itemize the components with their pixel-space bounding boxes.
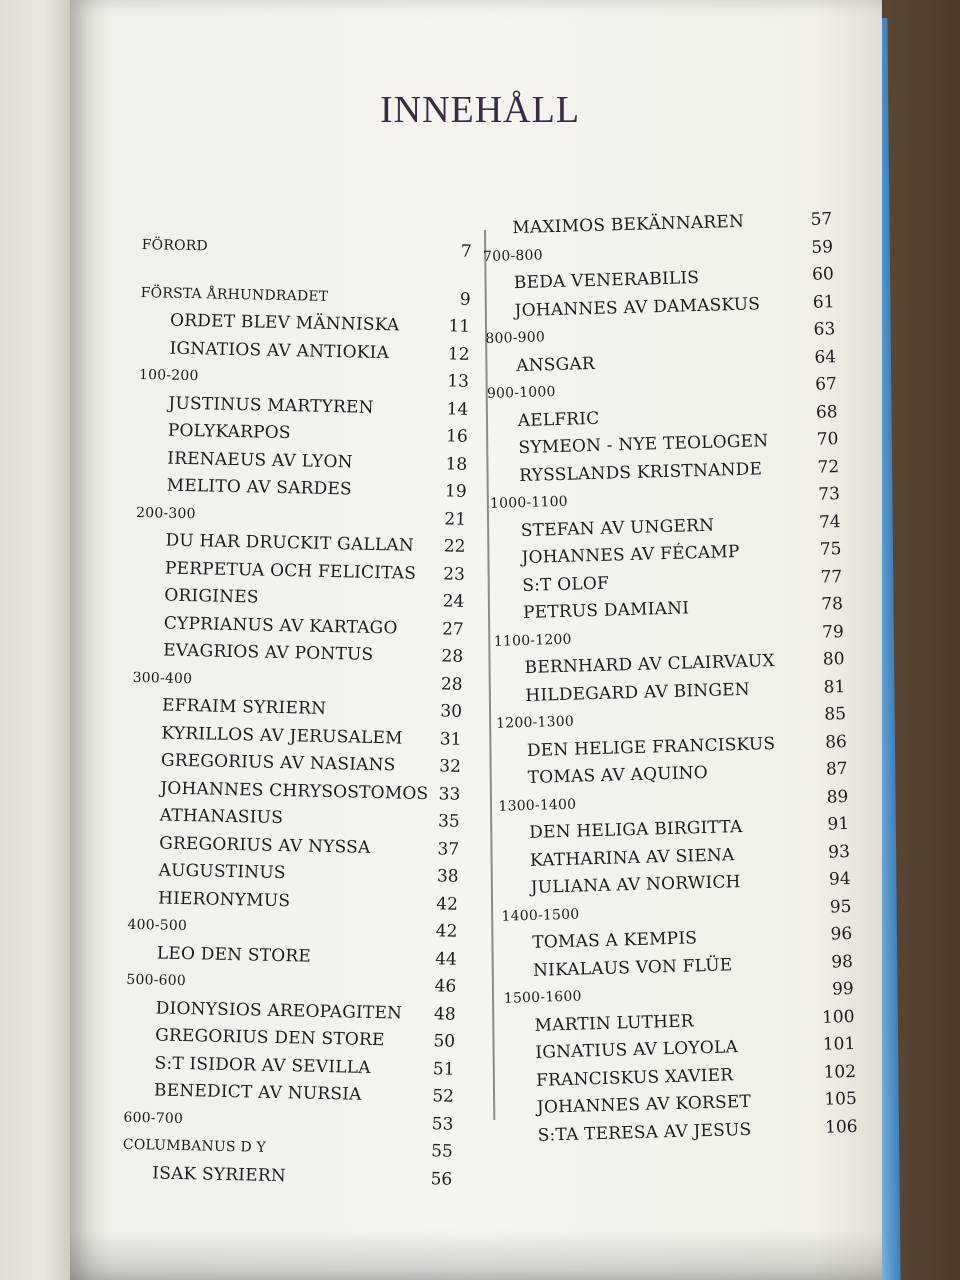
toc-entry-title: HIERONYMUS — [157, 887, 291, 911]
toc-entry-title: HILDEGARD AV BINGEN — [525, 679, 751, 706]
page-number: 35 — [437, 811, 460, 832]
toc-entry-title: BERNHARD AV CLAIRVAUX — [524, 651, 775, 678]
page-number: 48 — [433, 1003, 456, 1025]
toc-entry-title: SYMEON - NYE TEOLOGEN — [518, 431, 769, 459]
toc-entry-title: JOHANNES AV DAMASKUS — [514, 293, 761, 321]
page-number: 13 — [447, 371, 470, 392]
page-number: 67 — [814, 374, 838, 395]
page-number: 105 — [824, 1088, 858, 1110]
toc-left-column — [122, 232, 472, 1194]
page-number: 85 — [824, 704, 847, 725]
toc-entry-title: DEN HELIGA BIRGITTA — [528, 816, 743, 843]
toc-entry-title: EFRAIM SYRIERN — [161, 695, 327, 719]
toc-entry-title: 1400-1500 — [501, 906, 580, 925]
page-number: 75 — [819, 539, 842, 560]
page-number: 16 — [445, 426, 468, 447]
page-number: 95 — [829, 896, 852, 918]
toc-entry-title: POLYKARPOS — [167, 420, 291, 444]
page-number: 78 — [821, 594, 844, 615]
page-number: 44 — [434, 948, 458, 970]
page-number: 93 — [827, 841, 851, 863]
page-number: 7 — [460, 241, 472, 262]
page-number: 96 — [830, 923, 853, 945]
toc-entry-title: BENEDICT AV NURSIA — [153, 1080, 362, 1105]
page-number: 37 — [437, 838, 460, 860]
page-number: 42 — [435, 921, 458, 942]
toc-entry-title: AELFRIC — [517, 408, 600, 431]
page-number: 18 — [445, 453, 468, 475]
toc-entry-title: 600-700 — [123, 1109, 184, 1127]
page-number: 11 — [448, 316, 471, 337]
toc-entry-title: TOMAS AV AQUINO — [527, 762, 709, 788]
page-number: 81 — [823, 676, 846, 698]
toc-right-column — [482, 206, 858, 1150]
toc-entry-title: S:T ISIDOR AV SEVILLA — [154, 1052, 371, 1078]
toc-entry-title: STEFAN AV UNGERN — [520, 515, 715, 541]
toc-entry-title: MAXIMOS BEKÄNNAREN — [512, 211, 745, 239]
toc-entry-title: FRANCISKUS XAVIER — [535, 1064, 734, 1091]
toc-entry-title: TOMAS A KEMPIS — [532, 928, 698, 953]
page-title: INNEHÅLL — [379, 89, 581, 131]
page-number: 24 — [442, 591, 465, 612]
toc-entry-title: S:TA TERESA AV JESUS — [537, 1119, 752, 1146]
page-number: 23 — [443, 563, 466, 585]
toc-entry-title: EVAGRIOS AV PONTUS — [163, 640, 374, 665]
toc-entry-title: DIONYSIOS AREOPAGITEN — [155, 997, 403, 1024]
toc-entry-title: ANSGAR — [515, 353, 596, 376]
toc-entry-title: DU HAR DRUCKIT GALLAN — [165, 530, 415, 556]
toc-entry-title: PETRUS DAMIANI — [522, 598, 690, 624]
page-number: 14 — [446, 398, 469, 420]
toc-entry-title: JULIANA AV NORWICH — [530, 872, 741, 898]
page-number: 99 — [831, 978, 855, 1000]
page-number: 98 — [831, 951, 854, 973]
toc-entry-title: 800-900 — [485, 329, 546, 347]
page-number: 68 — [815, 401, 838, 423]
toc-entry-title: NIKALAUS VON FLÜE — [532, 954, 733, 981]
toc-entry-title: 400-500 — [127, 916, 188, 935]
toc-entry-title: BEDA VENERABILIS — [513, 267, 700, 294]
toc-entry-title: JOHANNES AV FÉCAMP — [521, 541, 740, 569]
toc-entry-title: S:T OLOF — [522, 573, 610, 596]
page-number: 74 — [818, 511, 841, 533]
page-number: 100 — [821, 1006, 855, 1028]
toc-entry-title: MARTIN LUTHER — [534, 1010, 695, 1036]
page-number: 51 — [432, 1058, 455, 1080]
toc-entry-title: GREGORIUS DEN STORE — [154, 1025, 385, 1051]
page-number: 77 — [820, 566, 843, 588]
page-number: 94 — [828, 868, 851, 890]
toc-entry-title: RYSSLANDS KRISTNANDE — [518, 458, 763, 486]
page-number: 9 — [459, 289, 471, 310]
toc-entry-title: 1000-1100 — [489, 493, 569, 512]
toc-entry-title: 700-800 — [482, 246, 543, 265]
toc-entry-title: JUSTINUS MARTYREN — [168, 393, 374, 418]
page-number: 55 — [430, 1141, 454, 1162]
toc-entry-title: ORDET BLEV MÄNNISKA — [169, 310, 400, 336]
toc-entry-title: 1200-1300 — [495, 713, 575, 732]
page-number: 60 — [811, 264, 835, 285]
toc-entry-title: MELITO AV SARDES — [166, 475, 353, 500]
page-number: 50 — [433, 1031, 456, 1052]
toc-entry-title: DEN HELIGE FRANCISKUS — [526, 733, 776, 761]
toc-entry-title: 1500-1600 — [503, 988, 582, 1007]
page-number: 59 — [811, 236, 834, 258]
page-number: 73 — [817, 484, 841, 505]
page-number: 33 — [438, 783, 461, 805]
page-number: 19 — [444, 481, 467, 502]
toc-entry-title: 1100-1200 — [493, 631, 572, 650]
toc-entry-title: 200-300 — [135, 504, 196, 522]
page-number: 27 — [441, 618, 464, 640]
page-number: 63 — [813, 319, 836, 340]
page-number: 28 — [441, 646, 464, 667]
toc-entry-title: IRENAEUS AV LYON — [167, 448, 353, 472]
page-number: 80 — [822, 649, 845, 670]
toc-entry-title: ATHANASIUS — [159, 805, 284, 829]
page-number: 22 — [443, 536, 466, 557]
page-number: 31 — [439, 728, 462, 750]
page-number: 106 — [824, 1116, 858, 1138]
page-number: 42 — [436, 893, 459, 915]
toc-entry-title: 300-400 — [132, 669, 193, 687]
toc-entry-title: ORIGINES — [164, 585, 259, 608]
page-number: 52 — [432, 1086, 455, 1107]
toc-entry-title: JOHANNES AV KORSET — [536, 1091, 752, 1118]
page-number: 56 — [430, 1168, 453, 1190]
page-number: 102 — [823, 1061, 857, 1083]
toc-entry-title: LEO DEN STORE — [156, 942, 312, 967]
toc-entry-title: KYRILLOS AV JERUSALEM — [161, 723, 403, 749]
page-number: 89 — [826, 786, 849, 808]
page-number: 64 — [814, 346, 837, 368]
page-shadow — [70, 1230, 882, 1280]
page-number: 53 — [431, 1113, 454, 1135]
toc-entry-title: 100-200 — [138, 366, 199, 385]
toc-entry-title: GREGORIUS AV NYSSA — [158, 832, 371, 858]
toc-entry-title: AUGUSTINUS — [158, 860, 286, 884]
page-number: 70 — [816, 429, 839, 450]
page-number: 86 — [824, 731, 848, 753]
toc-entry-title: 1300-1400 — [498, 796, 577, 815]
toc-entry-title: IGNATIUS AV LOYOLA — [535, 1037, 739, 1063]
page-number: 72 — [817, 456, 840, 478]
toc-entry-title: KATHARINA AV SIENA — [529, 844, 735, 871]
page-number: 12 — [447, 343, 470, 365]
toc-entry-title: 500-600 — [126, 971, 187, 990]
page-number: 87 — [825, 759, 848, 780]
page-number: 46 — [434, 976, 457, 997]
toc-entry-title: PERPETUA OCH FELICITAS — [164, 558, 417, 584]
page-number: 79 — [821, 621, 845, 643]
toc-entry-title: IGNATIOS AV ANTIOKIA — [169, 338, 390, 363]
toc-entry-title: ISAK SYRIERN — [152, 1162, 287, 1186]
toc-entry-title: COLUMBANUS D Y — [122, 1136, 267, 1156]
page-number: 32 — [439, 756, 462, 777]
page-number: 101 — [822, 1033, 856, 1055]
page-number: 57 — [810, 209, 833, 230]
page-number: 91 — [827, 813, 850, 835]
page-number: 21 — [444, 508, 467, 530]
page-number: 30 — [440, 701, 463, 722]
page-number: 38 — [436, 866, 459, 887]
toc-entry-title: GREGORIUS AV NASIANS — [160, 750, 396, 776]
page-number: 28 — [440, 673, 463, 695]
toc-entry-title: 900-1000 — [486, 384, 556, 402]
toc-entry-title: FÖRSTA ÅRHUNDRADET — [140, 284, 329, 305]
toc-entry-title: FÖRORD — [141, 236, 209, 255]
toc-entry-title: JOHANNES CHRYSOSTOMOS — [160, 778, 429, 804]
page-number: 61 — [812, 291, 835, 313]
facing-page-edge — [0, 0, 78, 1280]
toc-entry-title: CYPRIANUS AV KARTAGO — [163, 613, 398, 638]
